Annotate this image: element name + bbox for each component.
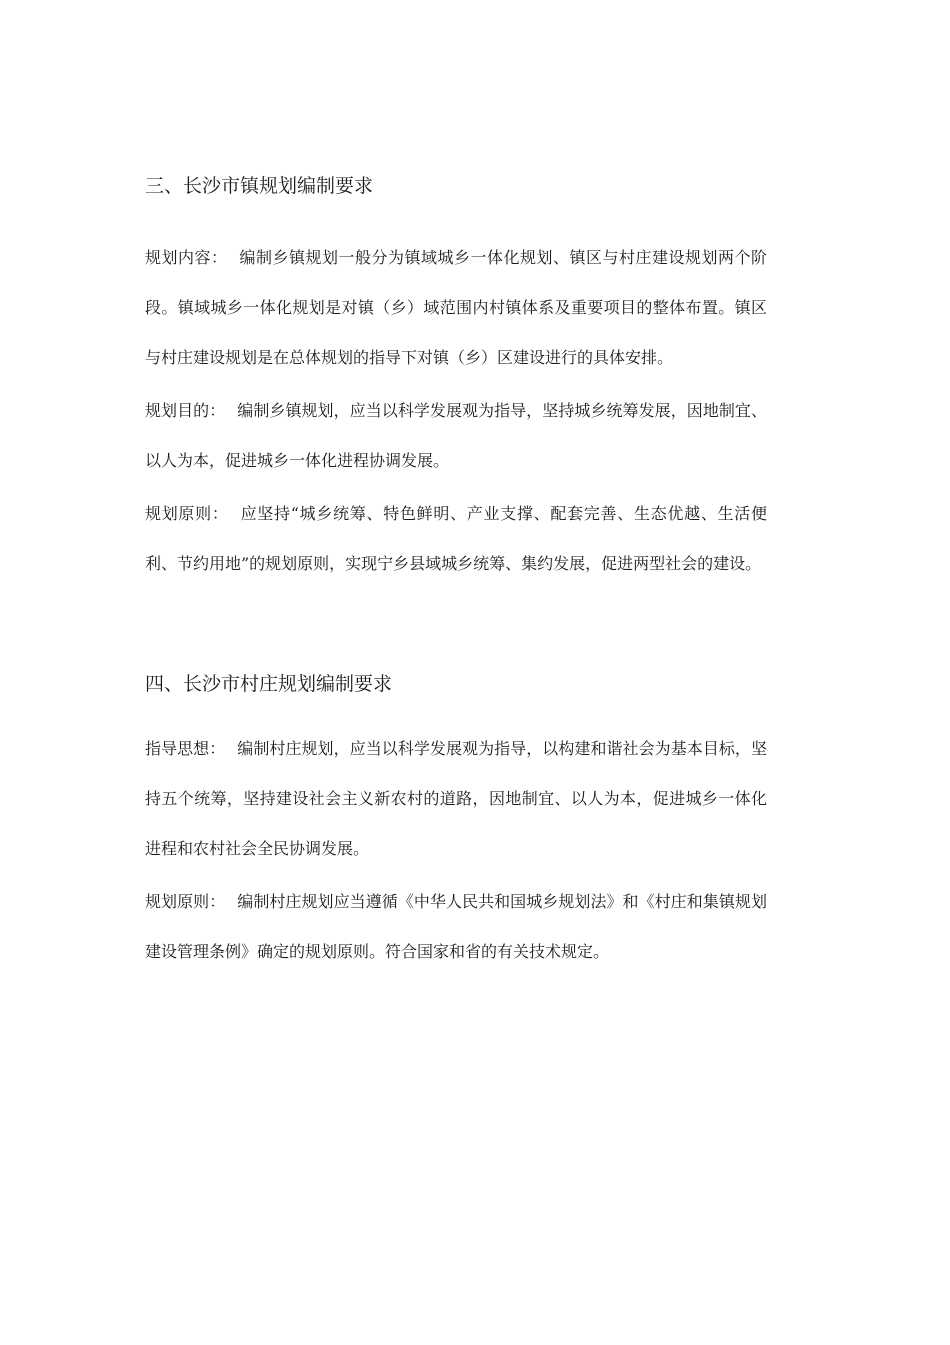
paragraph-text: 编制乡镇规划，应当以科学发展观为指导，坚持城乡统筹发展，因地制宜、以人为本，促进城乡一体化进程协调发展。 bbox=[145, 401, 767, 470]
paragraph-text: 应坚持“城乡统筹、特色鲜明、产业支撑、配套完善、生态优越、生活便利、节约用地”的规划原则，实现宁乡县域城乡统筹、集约发展，促进两型社会的建设。 bbox=[145, 504, 767, 573]
section-4-heading: 四、长沙市村庄规划编制要求 bbox=[145, 673, 393, 695]
paragraph-label: 规划目的： bbox=[145, 401, 226, 420]
paragraph-text: 编制村庄规划，应当以科学发展观为指导，以构建和谐社会为基本目标，坚持五个统筹，坚持建设社会主义新农村的道路，因地制宜、以人为本，促进城乡一体化进程和农村社会全民协调发展。 bbox=[145, 739, 767, 858]
paragraph-label: 规划原则： bbox=[145, 892, 226, 911]
section-3-planning-principles bbox=[145, 489, 767, 589]
paragraph-label: 指导思想： bbox=[145, 739, 226, 758]
paragraph-text: 编制村庄规划应当遵循《中华人民共和国城乡规划法》和《村庄和集镇规划建设管理条例》确定的规划原则。符合国家和省的有关技术规定。 bbox=[145, 892, 767, 961]
paragraph-label: 规划原则： bbox=[145, 504, 229, 523]
section-spacer bbox=[145, 589, 767, 666]
paragraph-text: 编制乡镇规划一般分为镇域城乡一体化规划、镇区与村庄建设规划两个阶段。镇域城乡一体化规划是对镇（乡）域范围内村镇体系及重要项目的整体布置。镇区与村庄建设规划是在总体规划的指导下对镇（乡）区建设进行的具体安排。 bbox=[145, 248, 767, 367]
document-body bbox=[145, 168, 767, 977]
section-3-planning-purpose bbox=[145, 386, 767, 486]
section-3-planning-content bbox=[145, 233, 767, 383]
paragraph-label: 规划内容： bbox=[145, 248, 228, 267]
section-4-guiding-ideology bbox=[145, 724, 767, 874]
section-3-heading: 三、长沙市镇规划编制要求 bbox=[145, 175, 374, 197]
section-4-planning-principles bbox=[145, 877, 767, 977]
